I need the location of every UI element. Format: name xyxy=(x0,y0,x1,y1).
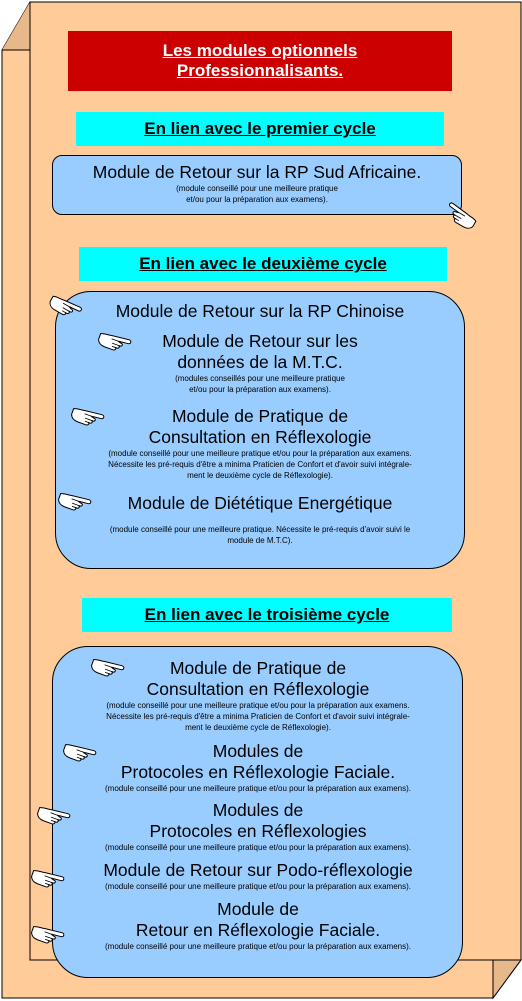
c3-module-2 xyxy=(58,741,458,794)
c3-module-2-title-2: Protocoles en Réflexologie Faciale. xyxy=(120,762,396,782)
cycle1-heading: En lien avec le premier cycle xyxy=(76,112,444,146)
c3-module-1-title-2: Consultation en Réflexologie xyxy=(146,679,370,699)
c3-module-5 xyxy=(58,899,458,952)
c2-module-3-title-2: Consultation en Réflexologie xyxy=(148,427,372,447)
c2-module-4-note-1: (module conseillé pour une meilleure pratique. Nécessite le pré-requis d'avoir suivi le xyxy=(109,525,411,534)
module-note-2: et/ou pour la préparation aux examens). xyxy=(186,195,328,204)
c3-module-3 xyxy=(58,800,458,853)
c2-module-2-title-2: données de la M.T.C. xyxy=(177,352,343,372)
c2-module-3 xyxy=(60,406,460,481)
c3-module-1-note-1: (module conseillé pour une meilleure pratique et/ou pour la préparation aux examens. xyxy=(106,701,410,710)
c2-module-4-title-1: Module de Diététique Energétique xyxy=(127,493,393,513)
c2-module-4-note-2: module de M.T.C). xyxy=(227,536,293,545)
c2-module-1-title: Module de Retour sur la RP Chinoise xyxy=(115,301,405,321)
c2-module-3-note-3: ment le deuxième cycle de Réflexologie). xyxy=(187,471,333,480)
c2-module-3-title-1: Module de Pratique de xyxy=(171,406,349,426)
c2-module-2-title-1: Module de Retour sur les xyxy=(162,331,358,351)
module-title: Module de Retour sur la RP Sud Africaine. xyxy=(92,162,422,182)
c3-module-3-title-2: Protocoles en Réflexologies xyxy=(149,821,367,841)
cycle3-heading: En lien avec le troisième cycle xyxy=(82,598,452,632)
c2-module-2-note-2: et/ou pour la préparation aux examens). xyxy=(189,385,331,394)
module-note-1: (module conseillé pour une meilleure pratique xyxy=(176,184,338,193)
c3-module-4-title-1: Module de Retour sur Podo-réflexologie xyxy=(103,860,413,880)
c2-module-4 xyxy=(60,493,460,546)
c3-module-1-title-1: Module de Pratique de xyxy=(169,658,347,678)
c3-module-5-title-2: Retour en Réflexologie Faciale. xyxy=(135,920,381,940)
c2-module-2-note-1: (modules conseillés pour une meilleure pratique xyxy=(175,374,345,383)
title-line-1: Les modules optionnels xyxy=(162,41,358,60)
title-line-2: Professionnalisants. xyxy=(176,61,344,80)
c3-module-4 xyxy=(58,860,458,892)
c3-module-1-note-2: Nécessite les pré-requis d'être a minima Praticien de Confort et d'avoir suivi intégrale- xyxy=(106,712,410,721)
c3-module-2-note-1: (module conseillé pour une meilleure pratique et/ou pour la préparation aux examens). xyxy=(105,784,411,793)
c3-module-3-note-1: (module conseillé pour une meilleure pratique et/ou pour la préparation aux examens). xyxy=(105,843,411,852)
c3-module-3-title-1: Modules de xyxy=(212,800,304,820)
c2-module-3-note-2: Nécessite les pré-requis d'être a minima Praticien de Confort et d'avoir suivi intégrale- xyxy=(108,460,412,469)
c3-module-4-note-1: (module conseillé pour une meilleure pratique et/ou pour la préparation aux examens). xyxy=(105,882,411,891)
c3-module-2-title-1: Modules de xyxy=(212,741,304,761)
cycle2-heading: En lien avec le deuxième cycle xyxy=(79,247,447,281)
c2-module-3-note-1: (module conseillé pour une meilleure pratique et/ou pour la préparation aux examens. xyxy=(108,449,412,458)
c3-module-1-note-3: ment le deuxième cycle de Réflexologie). xyxy=(185,723,331,732)
page-title xyxy=(68,31,452,91)
cycle1-module-panel xyxy=(52,155,462,215)
c3-module-5-title-1: Module de xyxy=(217,899,299,919)
c3-module-5-note-1: (module conseillé pour une meilleure pratique et/ou pour la préparation aux examens). xyxy=(105,942,411,951)
